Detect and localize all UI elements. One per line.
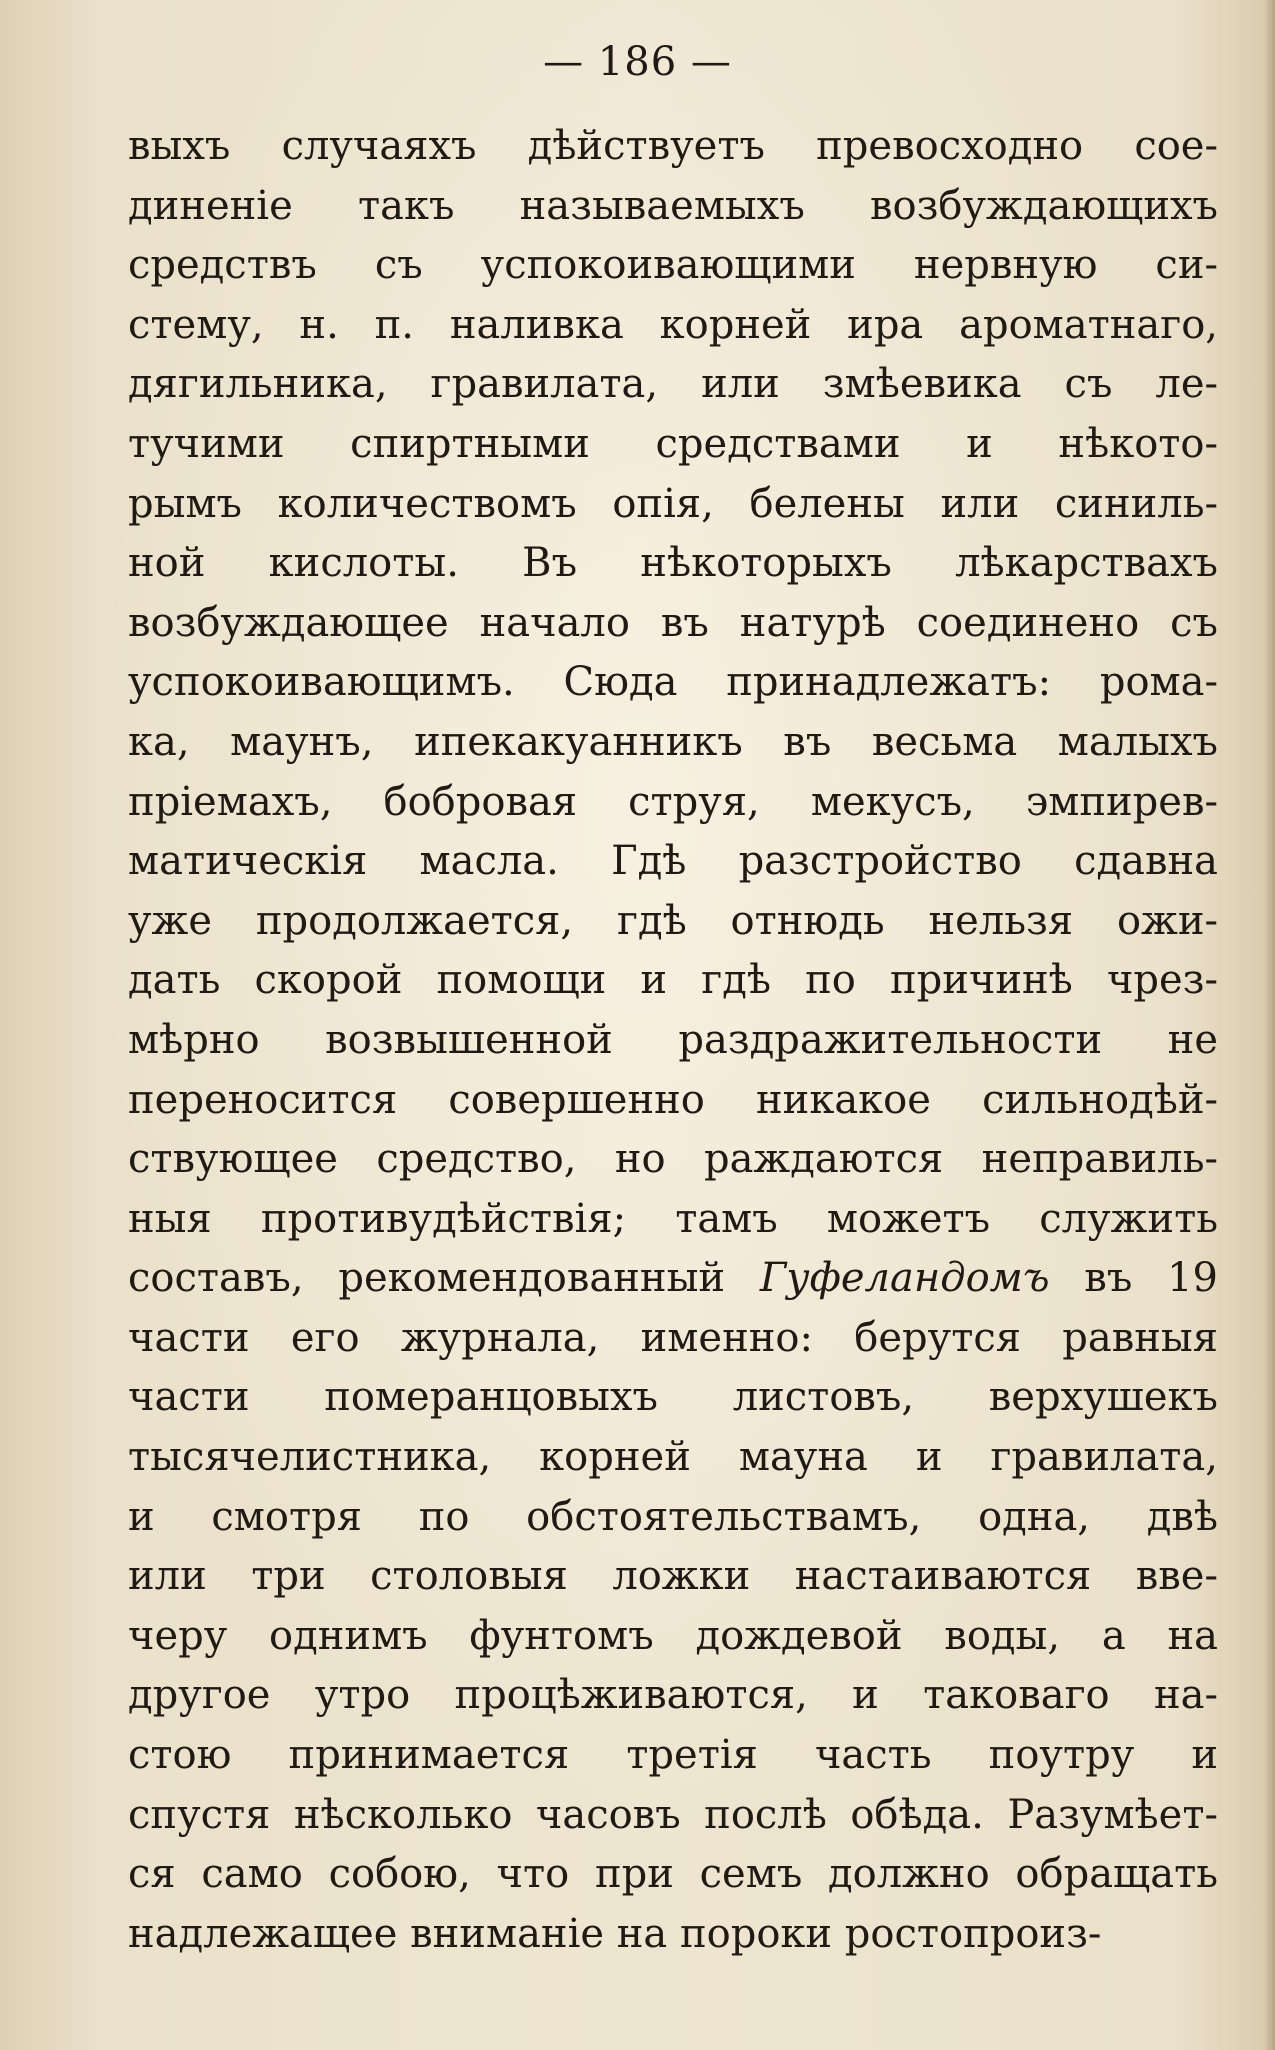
text-line-with-name (128, 1249, 1218, 1309)
text-line: возбуждающее начало въ натурѣ соединено съ (128, 599, 1218, 646)
text-line: диненіе такъ называемыхъ возбуждающихъ (128, 182, 1218, 229)
text-line: рымъ количествомъ опія, белены или синиль- (128, 480, 1218, 527)
text-line: ствующее средство, но раждаются неправиль- (128, 1136, 1218, 1183)
text-line: пріемахъ, бобровая струя, мекусъ, эмпирев- (128, 778, 1218, 825)
text-line: надлежащее вниманіе на пороки ростопроиз- (128, 1910, 1102, 1957)
text-line: части померанцовыхъ листовъ, верхушекъ (128, 1374, 1218, 1421)
text-line: выхъ случаяхъ дѣйствуетъ превосходно сое- (128, 123, 1218, 169)
italic-name: Гуфеландомъ (759, 1255, 1050, 1302)
text-line: стою принимается третія часть поутру и (128, 1732, 1218, 1779)
text-line: ной кислоты. Въ нѣкоторыхъ лѣкарствахъ (128, 540, 1218, 587)
page-edge-shadow (1263, 0, 1275, 2050)
text-line: стему, н. п. наливка корней ира ароматнаго, (128, 301, 1218, 348)
text-line: ся само собою, что при семъ должно обращать (128, 1851, 1218, 1898)
text-line: ныя противудѣйствія; тамъ можетъ служить (128, 1195, 1218, 1242)
text-line: спустя нѣсколько часовъ послѣ обѣда. Разумѣет- (128, 1791, 1218, 1838)
text-line: тучими спиртными средствами и нѣкото- (128, 420, 1218, 467)
text-before-name: составъ, рекомендованный (128, 1255, 760, 1302)
text-line: тысячелистника, корней мауна и гравилата, (128, 1434, 1218, 1481)
text-line: дать скорой помощи и гдѣ по причинѣ чрез- (128, 957, 1218, 1004)
text-line: ка, маунъ, ипекакуанникъ въ весьма малыхъ (128, 718, 1218, 765)
text-line: мѣрно возвышенной раздражительности не (128, 1016, 1218, 1063)
text-line: переносится совершенно никакое сильнодѣй- (128, 1076, 1218, 1123)
text-line: матическія масла. Гдѣ разстройство сдавна (128, 838, 1218, 885)
text-line: средствъ съ успокоивающими нервную си- (128, 242, 1218, 289)
text-line: другое утро процѣживаются, и таковаго на- (128, 1672, 1218, 1719)
text-line: успокоивающимъ. Сюда принадлежатъ: рома- (128, 659, 1218, 706)
body-text (128, 117, 1218, 1964)
page-number: — 186 — (543, 39, 732, 85)
text-line: или три столовыя ложки настаиваются вве- (128, 1553, 1218, 1600)
text-line: черу однимъ фунтомъ дождевой воды, а на (128, 1612, 1218, 1659)
text-line: дягильника, гравилата, или змѣевика съ ле- (128, 361, 1218, 408)
text-line: и смотря по обстоятельствамъ, одна, двѣ (128, 1493, 1218, 1540)
text-after-name: въ 19 (1049, 1255, 1218, 1302)
text-line: уже продолжается, гдѣ отнюдь нельзя ожи- (128, 897, 1218, 944)
text-line: части его журнала, именно: берутся равныя (128, 1314, 1218, 1361)
